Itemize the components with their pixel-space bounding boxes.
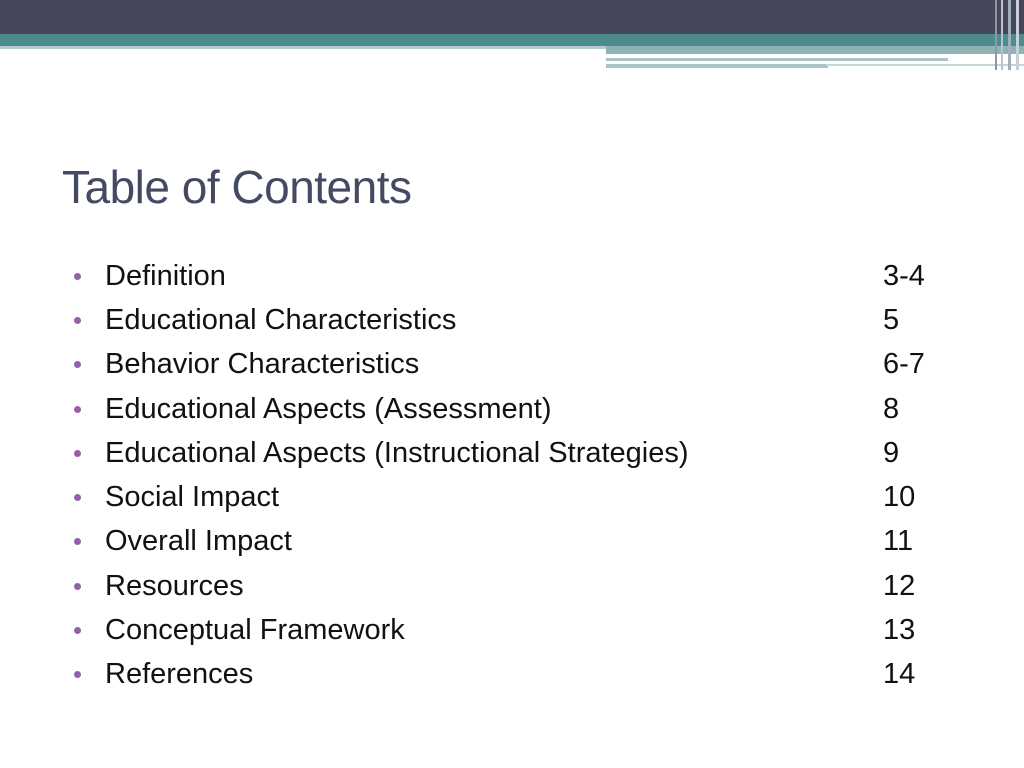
bullet-icon	[74, 361, 81, 368]
toc-item-page: 8	[883, 392, 900, 425]
header-stripe	[0, 46, 606, 49]
toc-list	[72, 254, 925, 697]
header-vertical-bar	[1001, 0, 1003, 70]
toc-item-label: Social Impact	[105, 481, 280, 514]
toc-item-page: 11	[883, 525, 914, 558]
header-banner-teal	[0, 34, 1024, 46]
bullet-icon	[74, 406, 81, 413]
header-stripe	[606, 46, 1024, 54]
toc-item-label: Educational Aspects (Assessment)	[105, 392, 552, 425]
header-vertical-bar	[995, 0, 997, 70]
toc-item	[72, 431, 925, 475]
header-banner-dark	[0, 0, 1024, 34]
bullet-icon	[74, 671, 81, 678]
toc-item-label: Resources	[105, 569, 244, 602]
header-vertical-bar	[1008, 0, 1011, 70]
toc-item	[72, 475, 925, 519]
bullet-icon	[74, 450, 81, 457]
toc-item-label: Educational Characteristics	[105, 303, 457, 336]
bullet-icon	[74, 317, 81, 324]
bullet-icon	[74, 627, 81, 634]
toc-item-page: 3-4	[883, 259, 925, 292]
bullet-icon	[74, 273, 81, 280]
toc-item-label: Conceptual Framework	[105, 614, 405, 647]
header-vertical-bar	[1016, 0, 1019, 70]
toc-item-label: Definition	[105, 259, 226, 292]
toc-item	[72, 343, 925, 387]
header-stripe	[606, 64, 828, 68]
toc-item-page: 5	[883, 303, 900, 336]
toc-item	[72, 608, 925, 652]
bullet-icon	[74, 583, 81, 590]
toc-item	[72, 298, 925, 342]
toc-item	[72, 520, 925, 564]
bullet-icon	[74, 494, 81, 501]
toc-item-page: 13	[883, 614, 916, 647]
toc-item-page: 14	[883, 658, 916, 691]
toc-item	[72, 254, 925, 298]
toc-item-page: 9	[883, 436, 900, 469]
toc-item-page: 10	[883, 481, 916, 514]
toc-item-label: Overall Impact	[105, 525, 292, 558]
toc-item-label: Behavior Characteristics	[105, 348, 420, 381]
header-stripe	[606, 58, 948, 61]
toc-item	[72, 564, 925, 608]
toc-item	[72, 653, 925, 697]
toc-item-page: 6-7	[883, 348, 925, 381]
toc-item	[72, 387, 925, 431]
bullet-icon	[74, 538, 81, 545]
slide-title: Table of Contents	[62, 161, 412, 213]
toc-item-label: References	[105, 658, 254, 691]
toc-item-page: 12	[883, 569, 916, 602]
toc-item-label: Educational Aspects (Instructional Strategies)	[105, 436, 689, 469]
